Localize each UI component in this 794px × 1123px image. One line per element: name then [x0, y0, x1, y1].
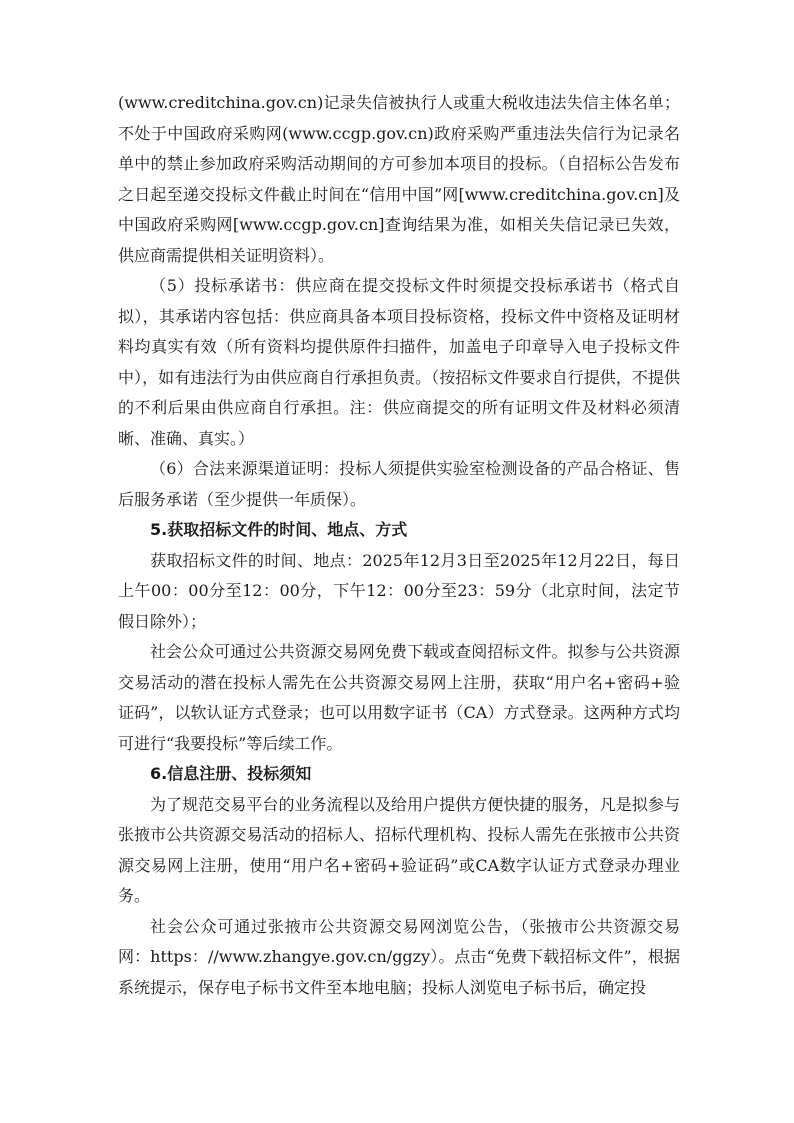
paragraph-download: 社会公众可通过公共资源交易网免费下载或查阅招标文件。拟参与公共资源交易活动的潜在投标人需先在公共资源交易网上注册，获取“用户名+密码+验证码”，以软认证方式登录；也可以用数字证书（CA）方式登录。这两种方式均可进行“我要投标”等后续工作。 [118, 642, 680, 753]
paragraph-time-place: 获取招标文件的时间、地点：2025年12月3日至2025年12月22日，每日上午00：00分至12：00分，下午12：00分至23：59分（北京时间，法定节假日除外）； [118, 550, 680, 631]
paragraph-bid-commitment: （5）投标承诺书：供应商在提交投标文件时须提交投标承诺书（格式自拟），其承诺内容包括：供应商具备本项目投标资格，投标文件中资格及证明材料均真实有效（所有资料均提供原件扫描件，加盖电子印章导入电子投标文件中），如有违法行为由供应商自行承担负责。（按招标文件要求自行提供，不提供的不利后果由供应商自行承担。注：供应商提交的所有证明文件及材料必须清晰、准确、真实。） [118, 276, 680, 448]
section-heading-5: 5.获取招标文件的时间、地点、方式 [150, 520, 408, 539]
paragraph-registration: 为了规范交易平台的业务流程以及给用户提供方便快捷的服务，凡是拟参与张掖市公共资源交易活动的招标人、招标代理机构、投标人需先在张掖市公共资源交易网上注册，使用“用户名+密码+验证码”或CA数字认证方式登录办理业务。 [118, 794, 680, 905]
document-page [118, 88, 680, 1003]
paragraph-credit-check: (www.creditchina.gov.cn)记录失信被执行人或重大税收违法失信主体名单；不处于中国政府采购网(www.ccgp.gov.cn)政府采购严重违法失信行为记录名单中的禁止参加政府采购活动期间的方可参加本项目的投标。（自招标公告发布之日起至递交投标文件截止时间在“信用中国”网[www.creditchina.gov.cn]及中国政府采购网[www.ccgp.gov.cn]查询结果为准，如相关失信记录已失效，供应商需提供相关证明资料）。 [118, 93, 680, 265]
section-heading-6: 6.信息注册、投标须知 [150, 764, 312, 783]
paragraph-legal-source: （6）合法来源渠道证明：投标人须提供实验室检测设备的产品合格证、售后服务承诺（至少提供一年质保）。 [118, 459, 680, 509]
paragraph-browse-notice: 社会公众可通过张掖市公共资源交易网浏览公告，（张掖市公共资源交易网：https：//www.zhangye.gov.cn/ggzy）。点击“免费下载招标文件”，根据系统提示，保存电子标书文件至本地电脑；投标人浏览电子标书后，确定投 [118, 916, 680, 997]
